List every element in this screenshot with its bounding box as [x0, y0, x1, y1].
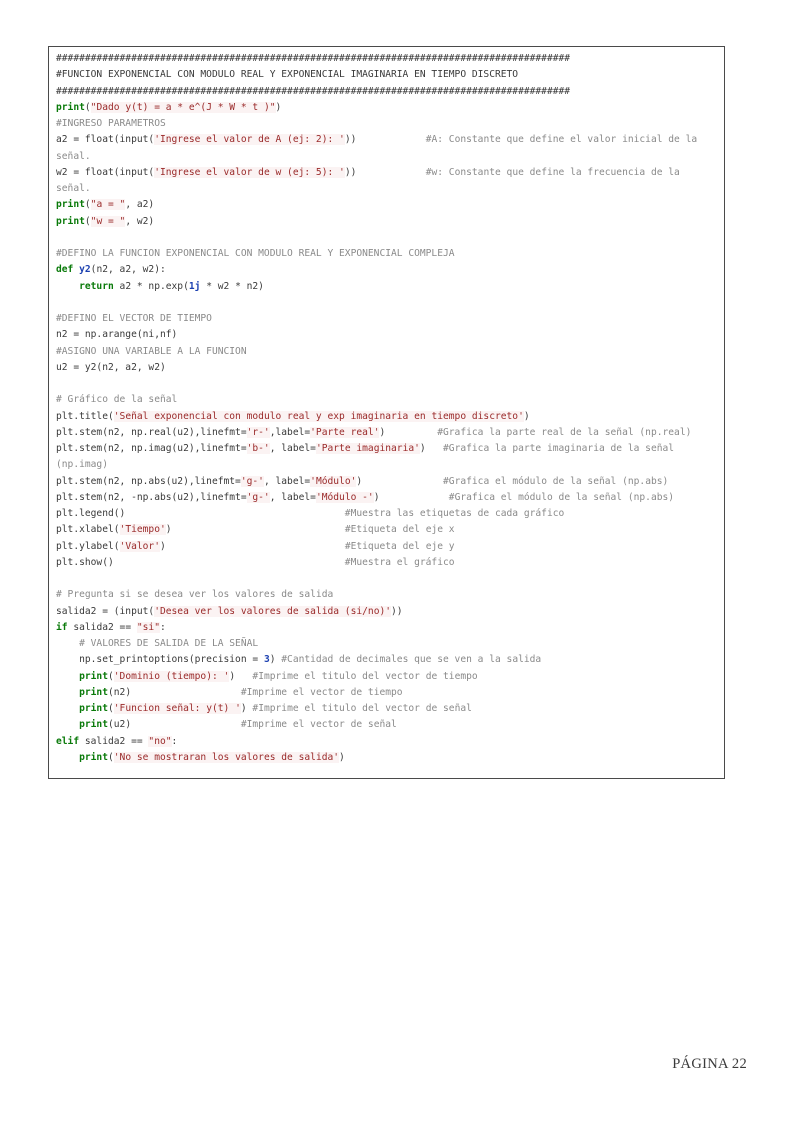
code-text: plt.title(	[56, 410, 114, 422]
code-text: )	[379, 426, 438, 438]
code-line	[56, 717, 697, 733]
code-comment: #Muestra el gráfico	[344, 556, 455, 568]
code-keyword: def	[56, 264, 80, 276]
code-text	[56, 752, 79, 763]
code-text: (	[108, 670, 114, 682]
code-line	[56, 360, 697, 376]
code-text: n2 = np.arange(ni,nf)	[56, 329, 178, 341]
code-comment: señal.	[56, 150, 91, 162]
code-text: :	[171, 735, 178, 747]
code-string: 'b-'	[246, 443, 270, 454]
code-comment: # Pregunta si se desea ver los valores de salida	[56, 589, 334, 601]
code-text: #FUNCION EXPONENCIAL CON MODULO REAL Y EXPONENCIAL IMAGINARIA EN TIEMPO DISCRETO	[56, 69, 519, 81]
code-line	[56, 197, 697, 213]
code-text: )	[229, 670, 253, 682]
code-string: 'Parte imaginaria'	[315, 443, 420, 454]
code-text: a2 * np.exp(	[113, 280, 189, 292]
code-string: 'Desea ver los valores de salida (si/no)'	[154, 605, 392, 617]
code-text: w2 = float(input(	[56, 166, 155, 178]
code-text: , label=	[263, 475, 311, 487]
code-text: , a2)	[125, 199, 155, 211]
code-text	[56, 671, 79, 682]
code-comment: #DEFINO EL VECTOR DE TIEMPO	[56, 313, 212, 324]
code-comment: # Gráfico de la señal	[56, 394, 178, 406]
code-line	[56, 246, 697, 262]
code-text	[56, 687, 79, 698]
code-line	[56, 409, 697, 425]
code-text: (	[84, 215, 91, 227]
code-line	[56, 344, 697, 360]
code-text: )	[165, 524, 345, 536]
code-number: 1j	[188, 280, 201, 292]
code-text: plt.stem(n2, -np.abs(u2),linefmt=	[56, 491, 247, 503]
code-line	[56, 376, 697, 392]
code-text: plt.stem(n2, np.abs(u2),linefmt=	[56, 475, 241, 487]
code-line	[56, 279, 697, 295]
code-keyword: print	[79, 719, 108, 731]
code-text: , w2)	[125, 215, 155, 227]
code-line	[56, 474, 697, 490]
code-text: #########################################################################################	[56, 85, 571, 97]
code-text: , label=	[269, 491, 316, 503]
code-line	[56, 165, 697, 181]
code-text: plt.xlabel(	[56, 524, 120, 536]
code-comment: #Grafica la parte imaginaria de la señal	[443, 443, 675, 454]
code-text: ,label=	[269, 426, 311, 438]
code-text	[56, 638, 79, 649]
code-text: plt.stem(n2, np.imag(u2),linefmt=	[56, 443, 247, 454]
code-text: * w2 * n2)	[200, 280, 264, 292]
code-string: "no"	[148, 735, 172, 747]
code-text: )	[356, 475, 444, 487]
code-text: )	[240, 703, 253, 714]
code-comment: #Etiqueta del eje y	[344, 540, 455, 552]
code-line	[56, 669, 697, 685]
code-keyword: return	[79, 280, 114, 292]
code-text	[56, 719, 79, 730]
code-string: 'Señal exponencial con modulo real y exp imaginaria en tiempo discreto'	[113, 410, 524, 422]
code-text: )	[269, 654, 282, 666]
code-text: )	[373, 491, 449, 503]
code-line	[56, 84, 697, 100]
code-line	[56, 214, 697, 230]
code-text: u2 = y2(n2, a2, w2)	[56, 361, 166, 373]
code-number: 3	[263, 654, 270, 666]
code-text: plt.legend()	[56, 508, 345, 519]
code-text: (	[108, 703, 114, 714]
code-line	[56, 262, 697, 278]
code-line	[56, 457, 697, 473]
code-text: (u2)	[108, 719, 241, 731]
code-string: 'Parte real'	[310, 426, 380, 438]
code-comment: # VALORES DE SALIDA DE LA SEÑAL	[79, 638, 259, 649]
code-comment: #Imprime el vector de señal	[240, 719, 397, 731]
code-line	[56, 636, 697, 652]
code-text: )	[159, 540, 345, 552]
code-comment: #INGRESO PARAMETROS	[56, 118, 166, 129]
code-string: 'Módulo -'	[315, 491, 374, 503]
code-comment: #Imprime el titulo del vector de señal	[252, 703, 472, 714]
code-text: )	[419, 443, 444, 454]
code-line	[56, 51, 697, 67]
code-string: 'Valor'	[119, 540, 160, 552]
code-keyword: print	[56, 199, 85, 211]
code-string: 'No se mostraran los valores de salida'	[113, 751, 340, 763]
code-line	[56, 311, 697, 327]
code-line	[56, 181, 697, 197]
page-number: PÁGINA 22	[672, 1056, 747, 1072]
code-line	[56, 67, 697, 83]
code-string: 'g-'	[240, 475, 264, 487]
code-line	[56, 701, 697, 717]
code-keyword: print	[79, 751, 108, 763]
code-line	[56, 132, 697, 148]
code-keyword: print	[79, 703, 108, 714]
code-keyword: if	[56, 621, 68, 633]
code-string: 'r-'	[246, 426, 270, 438]
code-text: ))	[344, 166, 426, 178]
code-line	[56, 327, 697, 343]
code-line	[56, 539, 697, 555]
code-line	[56, 620, 697, 636]
code-text: :	[159, 621, 166, 633]
code-comment: #Imprime el vector de tiempo	[240, 686, 403, 698]
code-keyword: print	[56, 101, 85, 113]
code-string: "a = "	[90, 199, 126, 211]
code-text: ))	[344, 134, 426, 146]
code-line	[56, 506, 697, 522]
code-line	[56, 490, 697, 506]
code-line	[56, 230, 697, 246]
code-text	[56, 703, 79, 714]
code-text: salida2 ==	[67, 621, 137, 633]
code-line	[56, 425, 697, 441]
code-comment: #Etiqueta del eje x	[344, 524, 455, 536]
code-keyword: elif	[56, 735, 80, 747]
code-text: (n2, a2, w2):	[90, 264, 166, 276]
code-text: )	[339, 751, 345, 763]
code-line	[56, 392, 697, 408]
code-text: )	[275, 101, 282, 113]
code-text: plt.ylabel(	[56, 540, 120, 552]
code-text: salida2 = (input(	[56, 605, 155, 617]
code-comment: #Cantidad de decimales que se ven a la salida	[281, 654, 542, 666]
code-comment: señal.	[56, 183, 91, 194]
code-text: plt.stem(n2, np.real(u2),linefmt=	[56, 426, 247, 438]
code-line	[56, 441, 697, 457]
code-string: "si"	[136, 621, 160, 633]
code-keyword: print	[56, 215, 85, 227]
code-line	[56, 571, 697, 587]
code-line	[56, 295, 697, 311]
code-comment: #A: Constante que define el valor inicial de la	[425, 134, 698, 146]
code-string: "w = "	[90, 215, 126, 227]
code-string: 'Módulo'	[310, 475, 357, 487]
code-text: (	[84, 199, 91, 211]
code-block	[48, 46, 725, 779]
code-string: "Dado y(t) = a * e^(J * W * t )"	[90, 101, 276, 113]
code-string: 'Tiempo'	[119, 524, 166, 536]
code-string: 'Ingrese el valor de A (ej: 2): '	[154, 134, 345, 146]
code-text: (	[108, 751, 114, 763]
code-text: plt.show()	[56, 556, 345, 568]
code-line	[56, 587, 697, 603]
code-string: 'Funcion señal: y(t) '	[113, 703, 241, 714]
code-string: 'g-'	[246, 491, 270, 503]
code-keyword: print	[79, 670, 108, 682]
code-text: a2 = float(input(	[56, 134, 155, 146]
code-comment: #w: Constante que define la frecuencia de la	[425, 166, 680, 178]
code-text: #########################################################################################	[56, 53, 571, 64]
code-comment: #ASIGNO UNA VARIABLE A LA FUNCION	[56, 345, 247, 357]
code-text: np.set_printoptions(precision =	[56, 654, 264, 666]
code-text: , label=	[269, 443, 316, 454]
code-text: (n2)	[108, 686, 241, 698]
code-lines	[56, 51, 697, 766]
code-text: salida2 ==	[79, 735, 149, 747]
code-comment: #Grafica el módulo de la señal (np.abs)	[448, 491, 675, 503]
code-line	[56, 555, 697, 571]
code-line	[56, 685, 697, 701]
code-line	[56, 522, 697, 538]
code-line	[56, 734, 697, 750]
code-comment: #Imprime el titulo del vector de tiempo	[252, 670, 478, 682]
code-string: 'Dominio (tiempo): '	[113, 670, 230, 682]
code-line	[56, 750, 697, 766]
code-text: ))	[391, 605, 403, 617]
code-text: (	[84, 101, 91, 113]
code-comment: (np.imag)	[56, 459, 108, 471]
code-comment: #Muestra las etiquetas de cada gráfico	[344, 508, 565, 519]
code-comment: #DEFINO LA FUNCION EXPONENCIAL CON MODULO REAL Y EXPONENCIAL COMPLEJA	[56, 248, 455, 259]
code-string: 'Ingrese el valor de w (ej: 5): '	[154, 166, 345, 178]
code-line	[56, 652, 697, 668]
code-line	[56, 604, 697, 620]
code-keyword: print	[79, 686, 108, 698]
code-line	[56, 116, 697, 132]
code-comment: #Grafica el módulo de la señal (np.abs)	[443, 475, 669, 487]
code-comment: #Grafica la parte real de la señal (np.real)	[437, 426, 692, 438]
code-line	[56, 149, 697, 165]
code-line	[56, 100, 697, 116]
code-text	[56, 281, 79, 292]
code-function-name: y2	[79, 264, 91, 276]
code-text: )	[523, 410, 530, 422]
